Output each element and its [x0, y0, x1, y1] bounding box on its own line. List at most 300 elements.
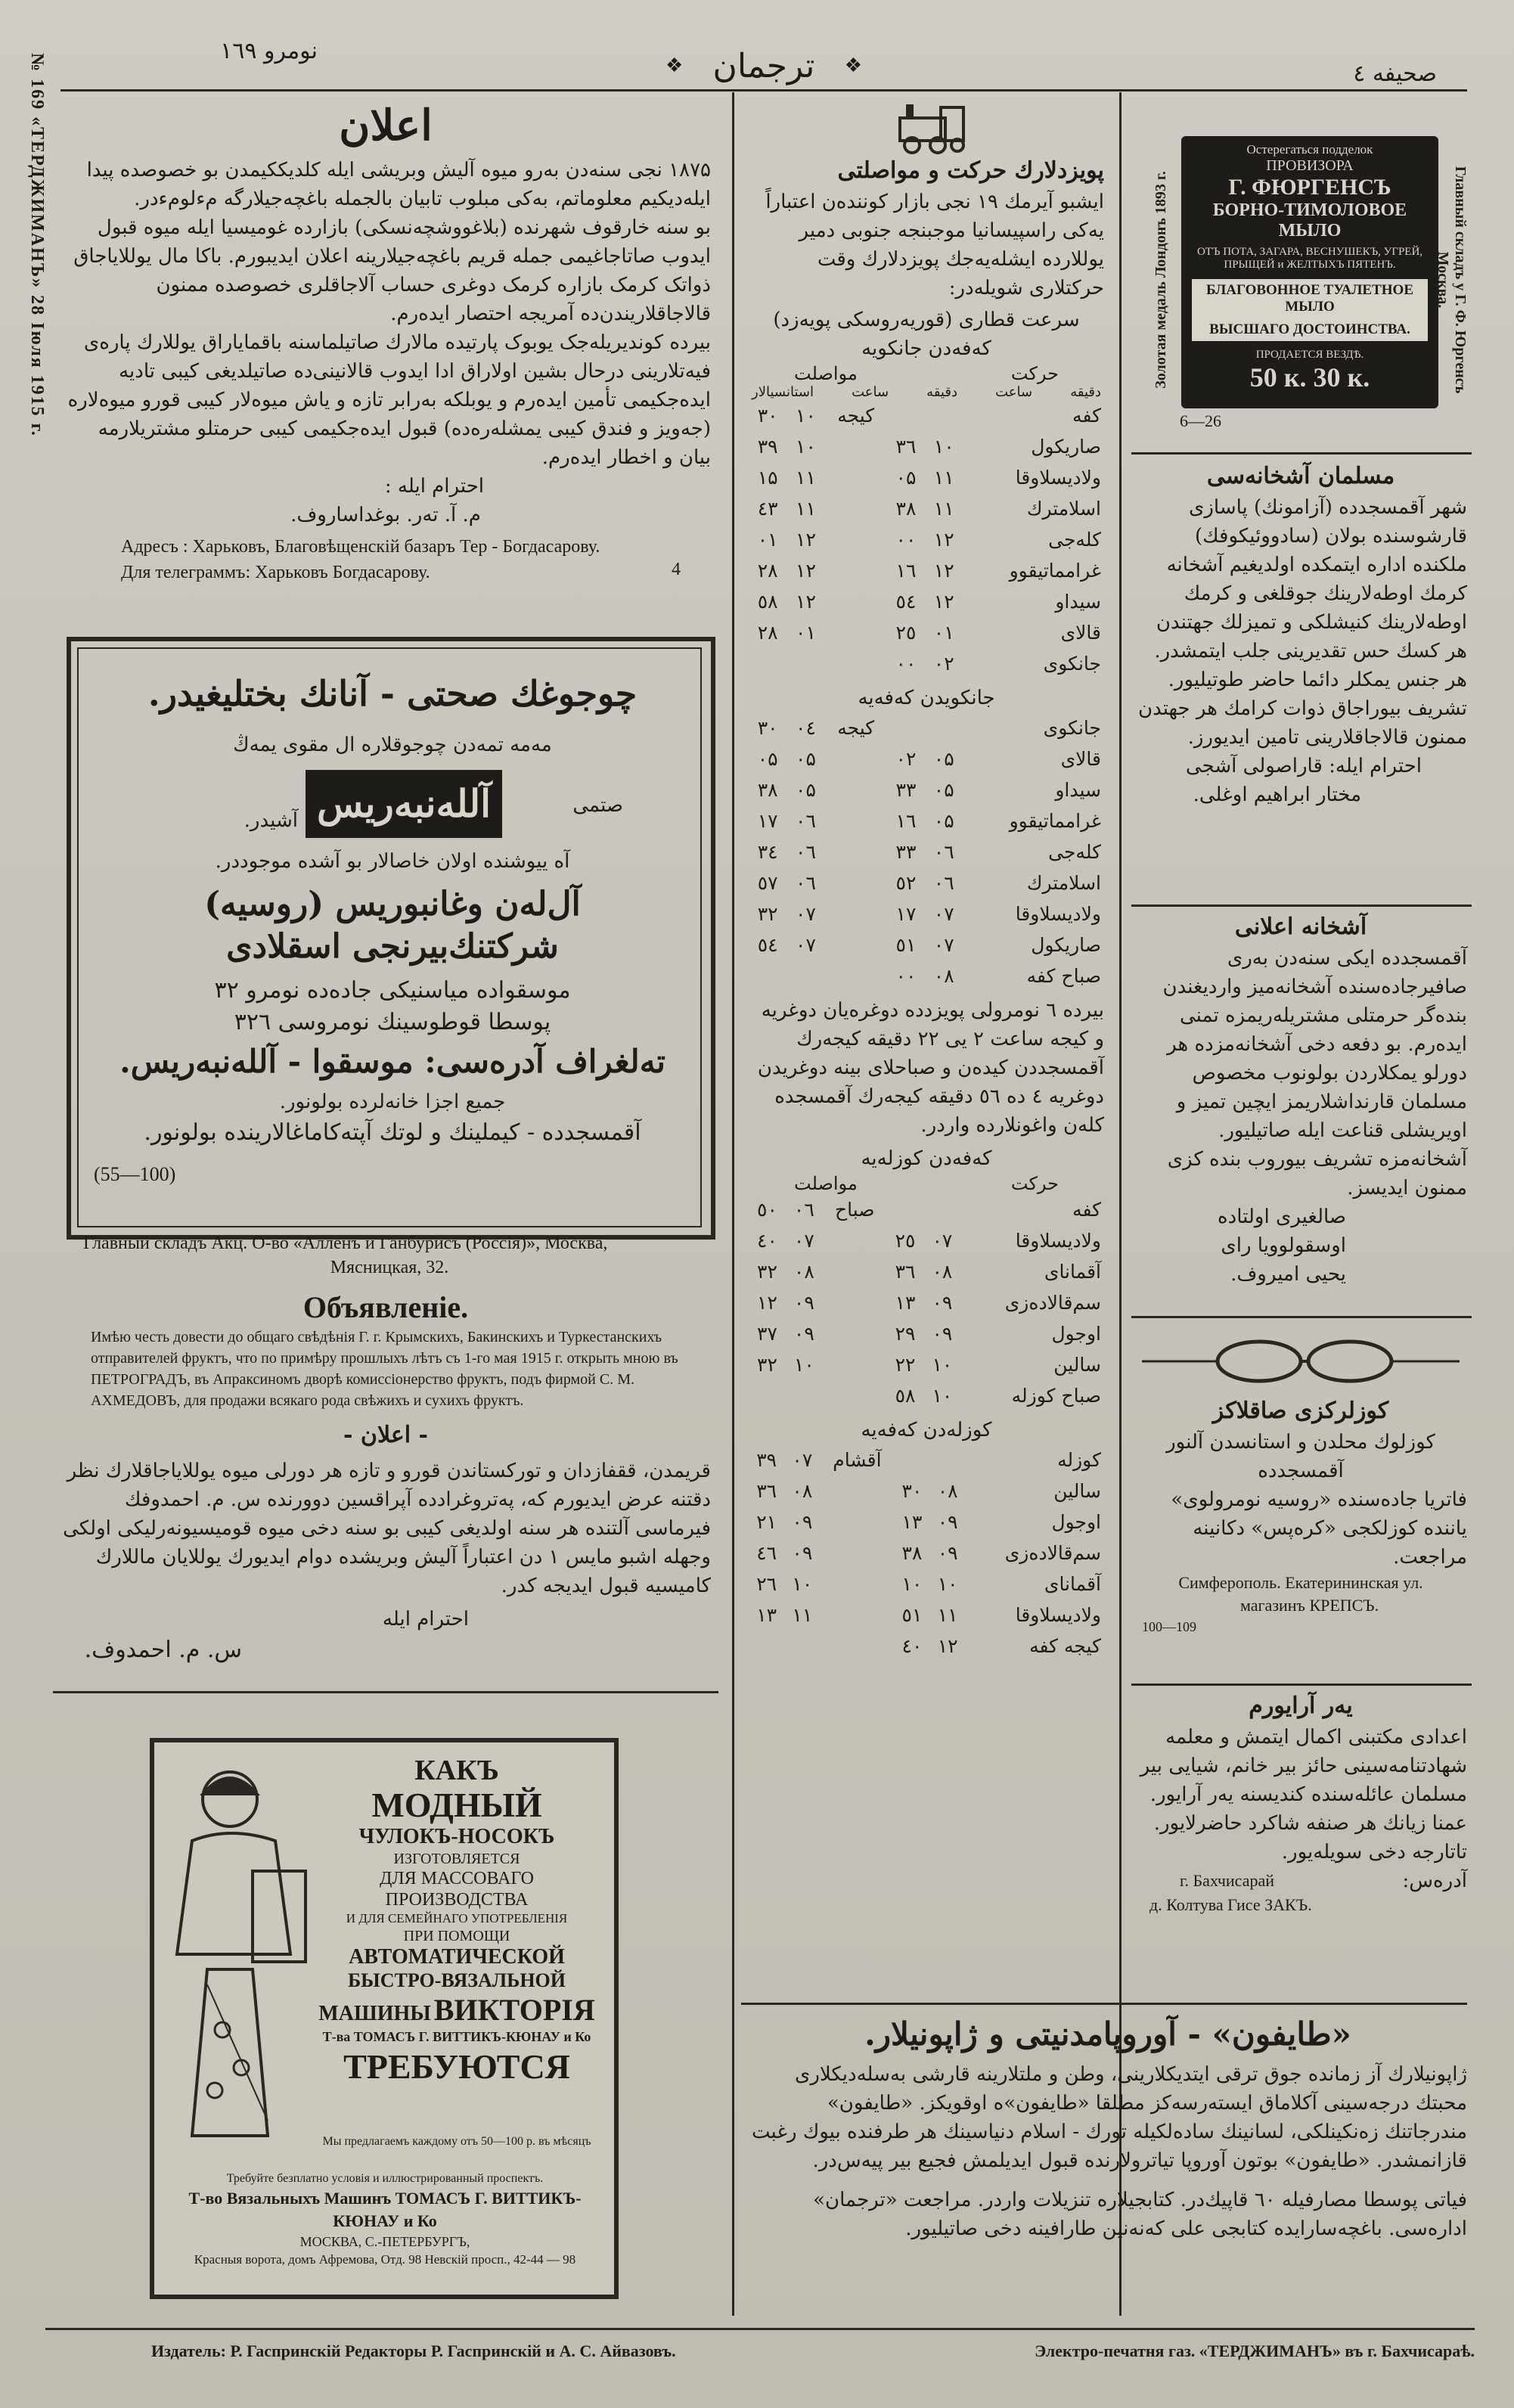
time-cell: ۰۹	[792, 1511, 813, 1533]
railway-title: پویزدلارك حرکت و مواصلتی	[837, 157, 1104, 184]
time-cell: ۰۹	[937, 1511, 958, 1533]
knit-l19: Красныя ворота, домъ Афремова, Отд. 98 Невскій просп., 42-44 — 98	[194, 2252, 576, 2267]
soap-slogan1: БЛАГОВОННОЕ ТУАЛЕТНОЕ МЫЛО	[1192, 279, 1428, 318]
time-cell: ۰۹	[932, 1292, 953, 1314]
time-cell: ۰۸	[792, 1480, 813, 1502]
time-cell	[820, 1538, 894, 1569]
ad-knitting-machine	[150, 1738, 619, 2299]
section-rule	[1131, 452, 1472, 455]
time-cell: ۳۸	[901, 1542, 923, 1564]
station-name: جانکوی	[1043, 653, 1101, 675]
timetable-row	[749, 774, 1104, 805]
time-cell	[825, 462, 887, 493]
allenburys-right-word: صتمی	[572, 794, 623, 817]
knit-l4: ИЗГОТОВЛЯЕТСЯ	[393, 1851, 520, 1867]
timetable-feodosia-kerch	[749, 1194, 1104, 1411]
allenburys-brand-badge	[306, 770, 502, 838]
railway-sec1: کەفەدن جانکویه	[861, 337, 991, 360]
time-cell: ۳۰	[757, 717, 778, 739]
railway-intro: ایشبو آیرمك ۱۹ نجی بازار کوننده‌ن اعتباراً یەکی راسپیسانیا موجبنجه جنوبی دمیر یوللارده ایشلەیەجك پویزدلارك وقت حرکتلاری شویلەدر:	[765, 191, 1104, 299]
timetable-row	[749, 1476, 1104, 1507]
station-name: سیداو	[1055, 591, 1101, 613]
time-cell: ۱۲	[796, 560, 816, 582]
time-cell: ۱۲	[757, 1292, 777, 1314]
taifun-title: «طایفون» - آوروپامدنیتی و ژاپونیلار.	[864, 2015, 1351, 2053]
time-cell: ۱۳	[901, 1511, 923, 1533]
station-name: ولادیسلاوقا	[1015, 1604, 1101, 1626]
time-cell: ۱۰	[792, 1573, 813, 1595]
col-hdr-departure: حرکت	[1010, 363, 1059, 384]
time-cell	[786, 1380, 823, 1411]
col-hdr-departure: حرکت	[1010, 1173, 1059, 1194]
woman-illustration-icon	[162, 1758, 313, 2151]
time-cell	[925, 712, 963, 743]
time-cell	[749, 1380, 786, 1411]
timetable-row	[749, 431, 1104, 462]
time-cell	[894, 1444, 929, 1476]
station-name: کلەجی	[1048, 529, 1101, 551]
ahmedov-title: Объявленіе.	[302, 1290, 469, 1324]
time-cell: ۱۵	[757, 467, 778, 489]
kitchen-title: مسلمان آشخانەسی	[1206, 463, 1395, 489]
notice-s2: اوسقولوویا رای	[1221, 1234, 1346, 1257]
time-cell: ۲۸	[757, 622, 778, 644]
time-cell: ٤٦	[756, 1542, 777, 1564]
timetable-row	[749, 805, 1104, 836]
time-cell	[825, 586, 887, 617]
knit-l6: ПРОИЗВОДСТВА	[385, 1890, 529, 1910]
knit-l5: ДЛЯ МАССОВАГО	[380, 1869, 534, 1888]
time-cell	[820, 1569, 894, 1600]
section-rule	[1131, 1316, 1472, 1318]
time-cell	[925, 400, 963, 431]
ad-greeting: احترام ایله :	[384, 475, 484, 498]
knit-l11: МАШИНЫ	[318, 2002, 431, 2025]
soap-desc1: ОТЪ ПОТА, ЗАГАРА, ВЕСНУШЕКЪ, УГРЕЙ,	[1196, 246, 1423, 258]
timetable-row	[749, 493, 1104, 524]
kitchen-greet: احترام ایله: قاراصولی آشجی	[1185, 755, 1422, 777]
time-cell: ۳۲	[757, 903, 778, 925]
col-hdr-arrival: مواصلت	[794, 1173, 858, 1194]
time-cell	[825, 648, 887, 679]
wanted-addr-label: آدرەس:	[1402, 1870, 1467, 1892]
station-name: کیجه کفه	[1029, 1635, 1101, 1657]
timetable-row	[749, 929, 1104, 960]
spine-text-wrap	[17, 53, 47, 1006]
soap-ref: 6—26	[1180, 411, 1221, 430]
time-cell: ۱۳	[895, 1292, 916, 1314]
station-name: کفه	[1072, 405, 1101, 427]
station-name: ولادیسلاوقا	[1015, 1230, 1101, 1252]
knit-l7: И ДЛЯ СЕМЕЙНАГО УПОТРЕБЛЕНІЯ	[346, 1911, 568, 1925]
time-cell: ۱۲	[937, 1635, 958, 1657]
time-cell: ٥۰	[757, 1199, 777, 1221]
time-cell	[749, 648, 786, 679]
time-cell: ۳۹	[757, 436, 778, 458]
ad-telegram: Для телеграммъ: Харьковъ Богдасарову.	[121, 563, 430, 582]
time-cell: ۰٦	[933, 872, 954, 894]
timetable-row	[749, 1507, 1104, 1538]
station-name: صاریکول	[1031, 934, 1101, 956]
station-name: ولادیسلاوقا	[1015, 467, 1101, 489]
knit-l10: БЫСТРО-ВЯЗАЛЬНОЙ	[347, 1969, 566, 1991]
time-cell: ۱۱	[937, 1604, 958, 1626]
time-cell: ۲٦	[756, 1573, 777, 1595]
knit-l18: МОСКВА, С.-ПЕТЕРБУРГЪ,	[299, 2234, 470, 2249]
taifun-body: ژاپونیلارك آز زمانده جوق ترقی ایتدیکلارینی، وطن و ملتلارینه قارشی بەسلەدیکلاری محبتك درجەسینی آکلاماق ایستەرسەکز مطلقا «طایفون»ه اوقویکز. «طایفون» مندرجاتنك زەنکینلکی، لسانینك سادەلکیله تورك - اسلام دنیاسینك هر طرفنده بیوك رغبت قازانمشدر. «طایفون» بوتون آوروپا تیاترولارنده قبول ایدیلمش فجیع بیر پیەس‌در.	[752, 2063, 1467, 2172]
allenburys-ru-line1: Главный складъ Акц. О-во «Алленъ и Ганбурисъ (Россія)», Москва,	[83, 1233, 608, 1253]
time-cell	[825, 524, 887, 555]
time-cell: ۱٦	[895, 560, 917, 582]
soap-desc2: ПРЫЩЕЙ и ЖЕЛТЫХЪ ПЯТЕНЪ.	[1224, 259, 1396, 271]
time-cell: ۰۹	[793, 1292, 814, 1314]
time-cell: ۳۸	[895, 498, 917, 520]
glasses-title: کوزلرکزی صاقلاکز	[1212, 1398, 1389, 1424]
allenburys-brand-note: آه ییوشنده اولان خاصالار بو آشده موجوددر.	[215, 850, 570, 873]
time-cell: ٥۸	[895, 1385, 916, 1407]
time-cell	[823, 1380, 887, 1411]
time-cell: ۱۲	[796, 529, 816, 551]
time-cell: ۱۰	[933, 436, 954, 458]
kitchen-body: شهر آقمسجدده (آزامونك) پاسازی قارشوسنده بولان (سادووئیکوفك) ملکنده اداره ایتمکده اولدیغیم آشخانه کرمك اوطه‌لارینك جوقلغی و کرمك اوطه‌لارینك کنیشلکی و تمیزلك جهتندن هر کسك حس تقدیرینی جلب ایتمشدر. هر جنس یمکلر دائما حاضر طوتیلیور. تشریف بیوراجاق ذوات کرامك هر جهتدن ممنون قالاجاقلارینی تامین ایدیورز.	[1137, 496, 1467, 749]
railway-express: سرعت قطاری (قوریەروسکی پویەزد)	[773, 309, 1080, 331]
time-cell: ۳٦	[895, 1261, 916, 1283]
time-cell: ۰۲	[933, 653, 954, 675]
time-cell: ۳٦	[895, 436, 917, 458]
ad-taifun	[749, 2013, 1467, 2243]
wanted-title: یەر آرایورم	[1249, 1693, 1353, 1719]
col-hdr-station: استانسیالار	[752, 384, 814, 400]
ahmedov-body-tt: قریمدن، ققفازدان و تورکستاندن قورو و تازه هر دورلی میوه یوللایاجاقلارك نظر دقتنه عرض ایدیورم که، پەتروغرادده آپراقسین دوورنده س. م. احمدوفك فیرماسی آلتنده هر سنه اولدیغی کیبی بو سنه دخی میوه قومیسیونەرلیکی اولکی وجهله اشبو مایس ۱ دن اعتباراً آلیش وبریشده دوام ایدیورك یوللایان ماللارك کامیسیه قبول ایدیجه کدر.	[63, 1460, 711, 1597]
timetable-row	[749, 1569, 1104, 1600]
time-cell: ۰۱	[933, 622, 954, 644]
timetable-row	[749, 1194, 1104, 1225]
time-cell: ۱۳	[756, 1604, 777, 1626]
col-hdr-hour: ساعت	[995, 384, 1033, 400]
allenburys-telegraph: تەلغراف آدرەسی: موسقوا - آللەنبەریس.	[119, 1043, 665, 1080]
soap-label	[1181, 136, 1438, 408]
glasses-body3: فاتریا جادەسنده «روسیه نومرولوی» یاننده کوزلکجی «کرەپس» دکانینه مراجعت.	[1171, 1488, 1467, 1569]
glasses-ru1: Симферополь. Екатерининская ул.	[1178, 1573, 1423, 1592]
station-name: اوجول	[1051, 1323, 1101, 1345]
ad-kitchen-notice	[1134, 911, 1467, 1289]
allenburys-note1: جمیع اجزا خانەلرده بولونور.	[279, 1091, 506, 1113]
timetable-row	[749, 1631, 1104, 1662]
spine-text: № 169 «ТЕРДЖИМАНЪ» 28 Іюля 1915 г.	[27, 53, 47, 437]
col-hdr-min: دقیقه	[926, 384, 957, 400]
timetable-row	[749, 1538, 1104, 1569]
time-cell	[825, 774, 887, 805]
time-cell	[749, 960, 786, 991]
railway-sec4: کوزلەدن کەفەیه	[861, 1419, 992, 1441]
time-cell: ۰۷	[796, 903, 816, 925]
railway-section	[749, 97, 1104, 1662]
timetable-row	[749, 1349, 1104, 1380]
time-cell	[749, 1631, 784, 1662]
allenburys-ru-line2: Мясницкая, 32.	[330, 1258, 449, 1277]
time-cell: ۱۱	[792, 1604, 813, 1626]
time-cell: ٥۱	[895, 934, 917, 956]
time-cell	[825, 898, 887, 929]
glasses-body1: کوزلوك محلدن و استانسدن آلنور	[1166, 1431, 1435, 1454]
time-cell: صباح	[834, 1199, 875, 1221]
time-cell: ۱۲	[933, 591, 954, 613]
notice-body: آقمسجدده ایکی سنەدن بەری صافیرجادەسنده آشخانەمیز واردیغندن بندەگر حرمتلی مشتریلەریمزه تمنی ایدەرم. بو دفعه دخی آشخانەمزده هر دورلو یمکلاردن بولونوب مخصوص مسلمان قارنداشلاریمز ایچین تمیز و اویریشلی قناعت ایله صاتیلیور. آشخانەمزه تشریف بیوروب بنده کزی ممنون ایدیسز.	[1162, 947, 1467, 1199]
masthead-title: ترجمان	[712, 47, 815, 85]
ad-wanted	[1134, 1690, 1467, 1921]
time-cell	[930, 1444, 966, 1476]
station-name: اسلامترك	[1026, 872, 1101, 894]
imprint-left: Издатель: Р. Гаспринскій Редакторы Р. Гаспринскій и А. С. Айвазовъ.	[151, 2341, 676, 2360]
time-cell: ۰۲	[895, 748, 917, 770]
knit-l15: Мы предлагаемъ каждому отъ 50—100 р. въ мѣсяцъ	[322, 2135, 591, 2148]
ad-paragraph: بو سنه خارقوف شهرنده (بلاغووشچەنسکی) بازارده‌ غومیسیا ایله میوه قبول ایدوب صاتاجاغیمی جمله قریم باغچەجیلارینه اعلان ایدیبورم. باکا مال یوللایاجاق ذواتک کرمک بازارە کرمک دوغری حساب آلاجاقلری خصوصده ممنون قالاجاقلاریندن‌ده آمریجه احتصار ایدەرم.	[73, 216, 711, 325]
time-cell: ۰۷	[792, 1449, 813, 1471]
time-cell: ۳۰	[901, 1480, 923, 1502]
station-name: صاریکول	[1031, 436, 1101, 458]
timetable-row	[749, 648, 1104, 679]
time-cell: ۰٦	[796, 810, 816, 832]
time-cell: ۱۲	[933, 529, 954, 551]
time-cell: ۳۹	[756, 1449, 777, 1471]
time-cell: ۰٤	[796, 717, 816, 739]
timetable-row	[749, 1600, 1104, 1631]
time-cell: ۰۵	[796, 748, 816, 770]
ornament-icon: ❖	[665, 54, 684, 77]
time-cell: ۰٦	[793, 1199, 814, 1221]
ahmedov-greeting: احترام ایله	[382, 1608, 469, 1631]
station-name: کوزلە	[1057, 1449, 1101, 1471]
time-cell: ۰۷	[796, 934, 816, 956]
time-cell: ۲۱	[756, 1511, 777, 1533]
time-cell: ۰۹	[937, 1542, 958, 1564]
time-cell: ۱۲	[796, 591, 816, 613]
issue-number: نومرو ۱٦۹	[220, 38, 318, 64]
time-cell: ۰۸	[937, 1480, 958, 1502]
time-cell: ۰۱	[796, 622, 816, 644]
time-cell: ٥۱	[901, 1604, 923, 1626]
station-name: سالین	[1053, 1480, 1101, 1502]
station-name: جانکوی	[1043, 717, 1101, 739]
timetable-row	[749, 712, 1104, 743]
time-cell	[823, 1349, 887, 1380]
glasses-ref: 100—109	[1142, 1619, 1196, 1634]
time-cell: ۱۷	[757, 810, 778, 832]
time-cell	[825, 431, 887, 462]
time-cell: ۲۲	[895, 1354, 916, 1376]
col-hdr-min: دقیقه	[1070, 384, 1101, 400]
ad-ref-number: 4	[672, 560, 681, 579]
knit-l9: АВТОМАТИЧЕСКОЙ	[349, 1945, 565, 1969]
station-name: اوجول	[1051, 1511, 1101, 1533]
allenburys-headline: چوجوغك صحتی - آنانك بختليغيدر.	[147, 673, 638, 714]
eyeglasses-icon	[1134, 1331, 1467, 1392]
time-cell: ۰۵	[933, 810, 954, 832]
knit-l8: ПРИ ПОМОЩИ	[403, 1928, 510, 1944]
timetable-row	[749, 867, 1104, 898]
station-name: کفه	[1072, 1199, 1101, 1221]
time-cell: ٥٤	[895, 591, 917, 613]
station-name: سم‌قالادەزی	[1004, 1292, 1101, 1314]
time-cell: ۱۰	[937, 1573, 958, 1595]
soap-medal: Золотая медаль Лондонъ 1893 г.	[1153, 171, 1169, 389]
timetable-row	[749, 1225, 1104, 1256]
page-number: صحیفه ٤	[1353, 61, 1437, 87]
time-cell: ۰۷	[932, 1230, 953, 1252]
time-cell: ۱۰	[932, 1385, 953, 1407]
ad-paragraph: ۱۸۷۵ نجی سنەدن بەرو میوه آلیش وبریشی ایله کلدیککیمدن بو خصوصده پیدا ایلەدیکیم معلوماتم، بەکی مبلوب تابیان بالجمله باغچەجیلارگه مءلومءدر.	[86, 159, 711, 210]
station-name: قالای	[1060, 622, 1101, 644]
ad-title: اعلان	[339, 101, 433, 150]
time-cell: ۱۰	[793, 1354, 814, 1376]
col-hdr-hour: ساعت	[852, 384, 889, 400]
time-cell: ۰٦	[796, 872, 816, 894]
knit-l3: ЧУЛОКЪ-НОСОКЪ	[358, 1825, 555, 1848]
timetable-row	[749, 1256, 1104, 1287]
time-cell: ٥۲	[895, 872, 917, 894]
time-cell: ۰۷	[933, 903, 954, 925]
time-cell: ۰٦	[796, 841, 816, 863]
timetable-row	[749, 462, 1104, 493]
time-cell	[820, 1600, 894, 1631]
time-cell	[786, 648, 824, 679]
time-cell: کیجه	[837, 405, 875, 427]
ahmedov-ru-text: Имѣю честь довести до общаго свѣдѣнія Г. г. Крымскихъ, Бакинскихъ и Туркестанскихъ отправителей фруктъ, что по примѣру прошлыхъ лѣтъ съ 1-го мая 1915 г. открыть мною въ ПЕТРОГРАДЪ, въ Апраксиномъ дворѣ комиссіонерство фруктъ, подъ фирмой С. М. АХМЕДОВЪ, для продажи всякаго рода свѣжихъ и сухихъ фруктъ.	[91, 1329, 678, 1409]
time-cell: ۱۰	[901, 1573, 923, 1595]
allenburys-company: آل‌لەن وغانبوریس (روسیه) شركتنك‌بیرنجی اسقلادی	[204, 885, 581, 966]
station-name: اسلامترك	[1026, 498, 1101, 520]
wanted-body: اعدادی مکتبنی اکمال ایتمش و معلمه شهادتنامەسینی حائز بیر خانم، شیایی بیر مسلمان عائلەسنده کندیسنه یەر آرایور. عمنا زیانك هر صنفه شاکرد حاضرلایور. تاتارجه دخی سویلەیور.	[1140, 1726, 1467, 1863]
soap-product: БОРНО-ТИМОЛОВОЕ МЫЛО	[1212, 200, 1407, 240]
soap-brand: Г. ФЮРГЕНСЪ	[1228, 175, 1391, 200]
time-cell: ٥۷	[757, 872, 778, 894]
time-cell: ۳۳	[895, 779, 917, 801]
allenburys-sub: مەمە تمەدن چوجوقلاره ال مقوی یمەڭ	[233, 734, 552, 756]
time-cell: ۱۰	[796, 405, 816, 427]
knit-l14: ТРЕБУЮТСЯ	[343, 2047, 570, 2086]
time-cell: ۲٥	[895, 1230, 916, 1252]
section-rule	[1131, 905, 1472, 907]
knit-l13: Т-ва ТОМАСЪ Г. ВИТТИКЪ-КЮНАУ и Ко	[322, 2029, 591, 2044]
time-cell	[825, 555, 887, 586]
timetable-row	[749, 617, 1104, 648]
time-cell: ۰۵	[796, 779, 816, 801]
station-name: سم‌قالادەزی	[1004, 1542, 1101, 1564]
timetable-row	[749, 586, 1104, 617]
section-rule	[1131, 1683, 1472, 1686]
time-cell: ۲۸	[757, 560, 778, 582]
time-cell: ۰۹	[932, 1323, 953, 1345]
timetable-kerch-feodosia	[749, 1444, 1104, 1662]
time-cell	[825, 493, 887, 524]
station-name: صباح کفه	[1026, 965, 1101, 987]
time-cell: ۰۹	[793, 1323, 814, 1345]
time-cell: ۰۰	[895, 529, 917, 551]
knit-l17: Т-во Вязальныхъ Машинъ ТОМАСЪ Г. ВИТТИКЪ-КЮНАУ и Ко	[188, 2189, 582, 2230]
ornament-icon: ❖	[844, 54, 862, 77]
time-cell: ۰٦	[933, 841, 954, 863]
ad-glasses	[1134, 1331, 1467, 1637]
time-cell	[823, 1256, 887, 1287]
ahmedov-title-tt: - اعلان -	[343, 1422, 428, 1448]
knit-l16: Требуйте безплатно условія и иллюстрированный проспектъ.	[226, 2172, 544, 2185]
railway-note: بیرده ٦ نومرولی پویزدده دوغرەیان دوغریه و کیجه ساعت ۲ یی ۲۲ دقیقه کیجەرك آقمسجددن کیدەن و صباحلای بینه دوغریدن دوغریه ٤ ده ٥٦ دقیقه کیجەرك آقمسجده کلەن واغونلارده واردر.	[757, 999, 1104, 1137]
time-cell	[825, 836, 887, 867]
time-cell: ۰۸	[793, 1261, 814, 1283]
notice-s3: یحیی امیروف.	[1230, 1263, 1346, 1286]
time-cell: ۰۷	[793, 1230, 814, 1252]
time-cell	[823, 1287, 887, 1318]
timetable-row	[749, 524, 1104, 555]
soap-slogan2: ВЫСШАГО ДОСТОИНСТВА.	[1192, 318, 1428, 341]
time-cell	[887, 400, 925, 431]
time-cell: ۰۰	[895, 653, 917, 675]
imprint-right: Электро-печатня газ. «ТЕРДЖИМАНЪ» въ г. Бахчисараѣ.	[1035, 2341, 1475, 2360]
soap-chemist: ПРОВИЗОРА	[1266, 157, 1354, 174]
time-cell: ۰۸	[932, 1261, 953, 1283]
timetable-row	[749, 836, 1104, 867]
time-cell	[923, 1194, 960, 1225]
time-cell: ٤۳	[757, 498, 778, 520]
time-cell	[784, 1631, 820, 1662]
timetable-row	[749, 1318, 1104, 1349]
time-cell	[820, 1507, 894, 1538]
station-name: سیداو	[1055, 779, 1101, 801]
time-cell: ٥۸	[757, 591, 778, 613]
time-cell	[823, 1318, 887, 1349]
station-name: کلەجی	[1048, 841, 1101, 863]
timetable-row	[749, 1287, 1104, 1318]
allenburys-addr1: موسقواده میاسنیکی جادەده نومرو ۳۲	[214, 977, 571, 1004]
allenburys-addr2: پوسطا قوطوسینك نومروسی ۳۲٦	[234, 1009, 551, 1035]
allenburys-note2: آقمسجدده - کیملینك و لوتك آپتەکاماغالارینده بولونور.	[144, 1119, 641, 1146]
station-name: غرامماتیقوو	[1009, 810, 1101, 832]
station-name: غرامماتیقوو	[1009, 560, 1101, 582]
notice-s1: صالغیری اولتاده	[1218, 1206, 1346, 1228]
station-name: سالین	[1053, 1354, 1101, 1376]
time-cell	[820, 1631, 894, 1662]
time-cell: ۰۸	[933, 965, 954, 987]
time-cell: آقشام	[833, 1449, 882, 1471]
ad-paragraph: بیرده کوندیریلەجک یوبوک پارتیده مالارك صاتیلماسنه باقمایاراق یوللارك پارەی فیەتلارینی درحال بشین اولاراق ادا ایدوب قالانینی‌ده صاتیلدیغی کیبی تادیه ایدەجکیمی تأمین ایدەرم و یوبلکه بەرابر تازه و یاش میوه‌لار کیبی قورو میوه‌لاره (جەویز و فندق کیبی یمشلەره‌ده) قبول ایدەجکیمی کیبی حرمتلو مشتریلارمه بیان و اخطار ایدەرم.	[67, 331, 711, 469]
time-cell: ۱۱	[796, 498, 816, 520]
time-cell	[786, 960, 824, 991]
ad-ahmedov	[60, 1289, 711, 1667]
wanted-addr2: д. Колтува Гисе ЗАКЪ.	[1149, 1895, 1312, 1914]
section-rule	[53, 1691, 718, 1693]
time-cell	[825, 867, 887, 898]
time-cell: ۳۲	[757, 1354, 777, 1376]
time-cell: ۲۹	[895, 1323, 916, 1345]
time-cell: ۱۷	[895, 903, 917, 925]
glasses-body2: آقمسجدده	[1258, 1460, 1344, 1482]
ad-bogdasarov	[60, 98, 711, 585]
time-cell: ۳۳	[895, 841, 917, 863]
taifun-footer: فیاتی پوسطا مصارفیله ٦۰ قاپیك‌در. کتابجیلاره تنزیلات واردر. مراجعت «ترجمان» ادارەسی. باغچەسارایده کتابجی علی کەنەنین طارافینه دخی صاتیلیور.	[813, 2189, 1467, 2240]
time-cell	[820, 1476, 894, 1507]
ad-address: Адресъ : Харьковъ, Благовѣщенскій базаръ Тер - Богдасарову.	[121, 537, 600, 557]
time-cell: ۰۵	[933, 748, 954, 770]
knit-l2: МОДНЫЙ	[371, 1786, 542, 1824]
time-cell: ٤۰	[901, 1635, 923, 1657]
timetable-row	[749, 555, 1104, 586]
time-cell	[887, 1194, 924, 1225]
time-cell: کیجه	[837, 717, 875, 739]
time-cell: ۰۵	[933, 779, 954, 801]
timetable-row	[749, 1444, 1104, 1476]
time-cell: ۰۵	[757, 748, 778, 770]
station-name: آقمانای	[1044, 1573, 1101, 1595]
